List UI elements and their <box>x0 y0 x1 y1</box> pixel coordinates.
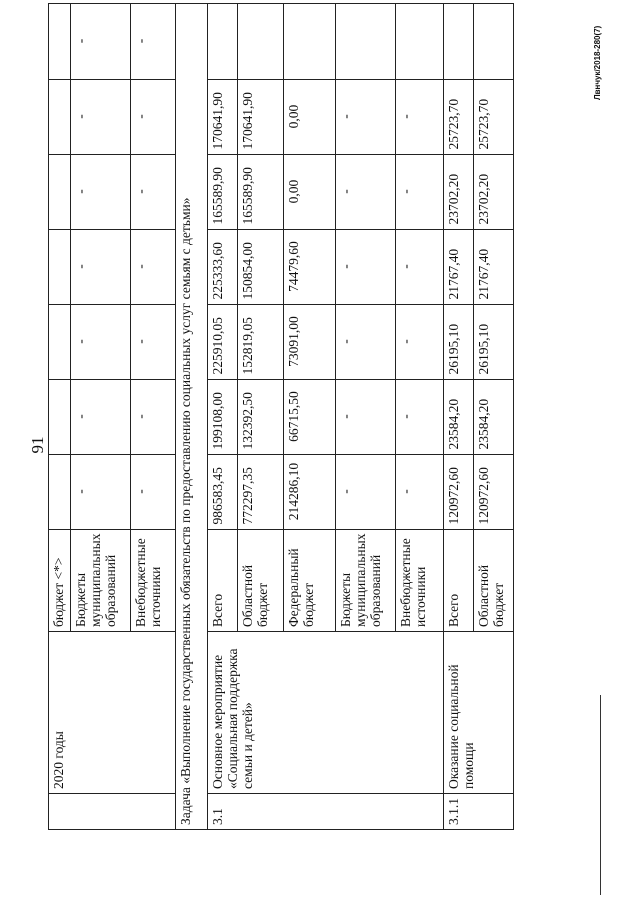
source-cell: бюджет <*> <box>49 529 71 631</box>
value-cell: - <box>71 454 131 529</box>
value-cell: 132392,50 <box>238 379 284 454</box>
source-cell: Всего <box>208 529 238 631</box>
value-cell <box>336 3 396 79</box>
value-cell: 74479,60 <box>284 229 336 304</box>
source-cell: Областной бюджет <box>238 529 284 631</box>
value-cell: 26195,10 <box>474 304 514 379</box>
value-cell: - <box>336 154 396 229</box>
value-cell: 152819,05 <box>238 304 284 379</box>
budget-table <box>48 3 514 830</box>
value-cell: 225333,60 <box>208 229 238 304</box>
table-row <box>208 3 238 829</box>
value-cell: - <box>131 229 176 304</box>
value-cell: - <box>396 229 444 304</box>
document-code: Лвнчук/2018-280(7) <box>593 25 602 100</box>
source-cell: Областной бюджет <box>474 529 514 631</box>
value-cell: - <box>396 379 444 454</box>
row-number: 3.1 <box>208 794 444 830</box>
value-cell: - <box>336 79 396 154</box>
value-cell <box>444 3 474 79</box>
value-cell: - <box>336 304 396 379</box>
period-cell: 2020 годы <box>49 632 176 794</box>
value-cell: 120972,60 <box>474 454 514 529</box>
value-cell: 170641,90 <box>208 79 238 154</box>
value-cell: 986583,45 <box>208 454 238 529</box>
value-cell: - <box>131 454 176 529</box>
value-cell: - <box>71 229 131 304</box>
value-cell: 23584,20 <box>444 379 474 454</box>
value-cell: 225910,05 <box>208 304 238 379</box>
value-cell: 199108,00 <box>208 379 238 454</box>
value-cell: - <box>71 304 131 379</box>
value-cell: 150854,00 <box>238 229 284 304</box>
value-cell: - <box>131 3 176 79</box>
value-cell: - <box>71 79 131 154</box>
value-cell: - <box>71 154 131 229</box>
table-row <box>444 3 474 829</box>
value-cell: 23702,20 <box>474 154 514 229</box>
value-cell: - <box>336 379 396 454</box>
value-cell: 120972,60 <box>444 454 474 529</box>
value-cell: - <box>336 454 396 529</box>
value-cell: - <box>336 229 396 304</box>
value-cell: 214286,10 <box>284 454 336 529</box>
value-cell: 25723,70 <box>474 79 514 154</box>
value-cell <box>396 3 444 79</box>
value-cell <box>284 3 336 79</box>
task-heading: Задача «Выполнение государственных обязательств по предоставлению социальных услуг семьям с детьми» <box>176 3 208 829</box>
footnote-rule <box>600 695 601 895</box>
value-cell: 772297,35 <box>238 454 284 529</box>
value-cell: - <box>71 379 131 454</box>
value-cell: 165589,90 <box>208 154 238 229</box>
measure-name: Основное мероприятие «Социальная поддержка семьи и детей» <box>208 632 444 794</box>
source-cell: Федеральный бюджет <box>284 529 336 631</box>
value-cell: - <box>396 304 444 379</box>
value-cell: - <box>131 379 176 454</box>
value-cell: - <box>131 79 176 154</box>
value-cell: 23584,20 <box>474 379 514 454</box>
source-cell: Внебюджетные источники <box>396 529 444 631</box>
table-row <box>176 3 208 829</box>
value-cell: - <box>131 154 176 229</box>
value-cell: 25723,70 <box>444 79 474 154</box>
value-cell: 0,00 <box>284 154 336 229</box>
value-cell: - <box>396 79 444 154</box>
value-cell: - <box>396 454 444 529</box>
value-cell: - <box>71 3 131 79</box>
value-cell: 66715,50 <box>284 379 336 454</box>
source-cell: Всего <box>444 529 474 631</box>
value-cell: - <box>396 154 444 229</box>
value-cell <box>208 3 238 79</box>
page-number: 91 <box>28 436 47 454</box>
source-cell: Внебюджетные источники <box>131 529 176 631</box>
value-cell: - <box>131 304 176 379</box>
value-cell <box>474 3 514 79</box>
value-cell: 23702,20 <box>444 154 474 229</box>
empty-cell <box>49 794 176 830</box>
measure-name: Оказание социальной помощи <box>444 632 514 794</box>
value-cell: 21767,40 <box>444 229 474 304</box>
value-cell: 170641,90 <box>238 79 284 154</box>
value-cell: 26195,10 <box>444 304 474 379</box>
value-cell <box>238 3 284 79</box>
value-cell: 0,00 <box>284 79 336 154</box>
source-cell: Бюджеты муниципальных образований <box>336 529 396 631</box>
table-row <box>49 3 71 829</box>
source-cell: Бюджеты муниципальных образований <box>71 529 131 631</box>
value-cell: 73091,00 <box>284 304 336 379</box>
value-cell: 165589,90 <box>238 154 284 229</box>
row-number: 3.1.1 <box>444 794 514 830</box>
value-cell: 21767,40 <box>474 229 514 304</box>
